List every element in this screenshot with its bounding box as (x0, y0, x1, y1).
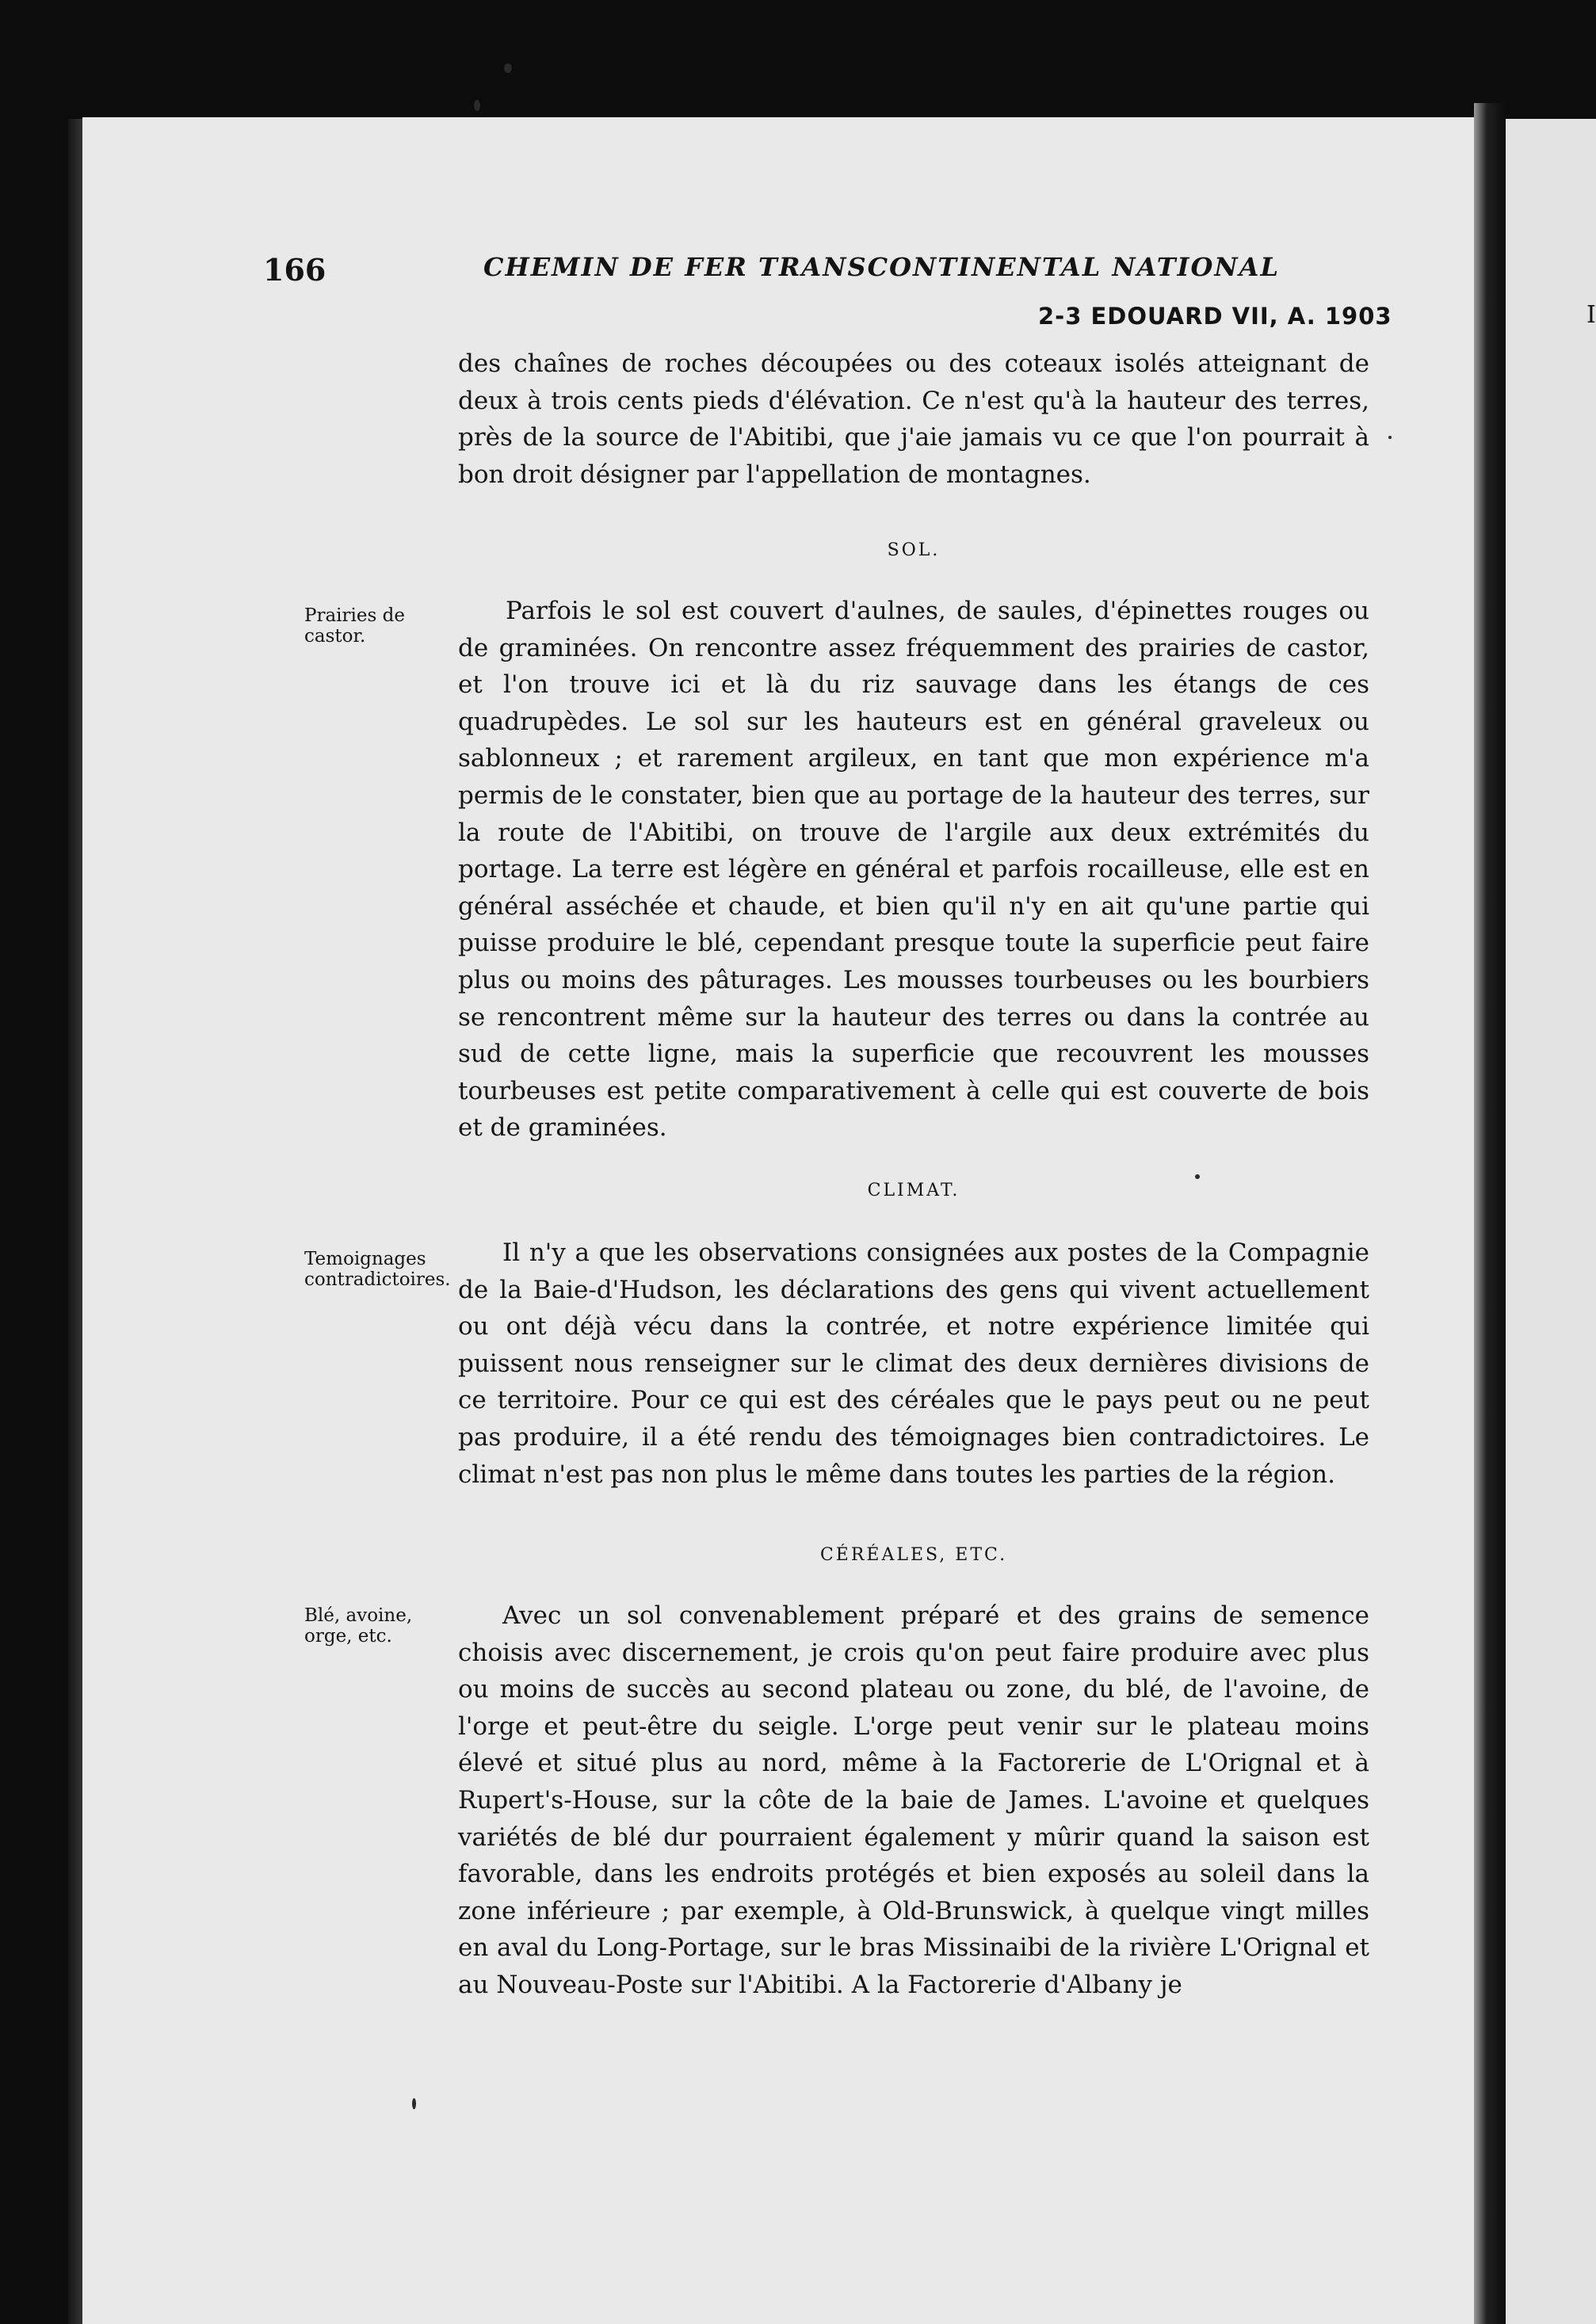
book-gutter (1474, 103, 1506, 2324)
next-page-edge (1506, 119, 1596, 2324)
paragraph-cereales: Avec un sol convenablement préparé et des grains de semence choisis avec discernement, je crois qu'on peut faire produire avec plus ou moins de succès au second plateau ou zone, du blé, de l'avoine, de l'orge et peut-être du seigle. L'orge peut venir sur le plateau moins élevé et situé plus au nord, même à la Factorerie de L'Orignal et à Rupert's-House, sur la côte de la baie de James. L'avoine et quelques variétés de blé dur pourraient également y mûrir quand la saison est favorable, dans les endroits protégés et bien exposés au soleil dans la zone inférieure ; par exemple, à Old-Brunswick, à quelque vingt milles en aval du Long-Portage, sur le bras Missinaibi de la rivière L'Orignal et au Nouveau-Poste sur l'Abitibi. A la Factorerie d'Albany je (458, 1601, 1369, 1999)
section-heading-cereales: CÉRÉALES, ETC. (819, 1545, 1008, 1565)
running-title: CHEMIN DE FER TRANSCONTINENTAL NATIONAL (483, 252, 1280, 282)
paragraph-sol: Parfois le sol est couvert d'aulnes, de saules, d'épinettes rouges ou de graminées. On rencontre assez fréquemment des prairies de castor, et l'on trouve ici et là du riz sauvage dans les étangs de ces quadrupèdes. Le sol sur les hauteurs est en général graveleux ou sablonneux ; et rarement argileux, en tant que mon expérience m'a permis de le constater, bien que au portage de la hauteur des terres, sur la route de l'Abitibi, on trouve de l'argile aux deux extrémités du portage. La terre est légère en général et parfois rocailleuse, elle est en général asséchée et chaude, et bien qu'il n'y en ait qu'une partie qui puisse produire le blé, cependant presque toute la superficie peut faire plus ou moins des pâturages. Les mousses tourbeuses ou les bourbiers se rencontrent même sur la hauteur des terres ou dans la contrée au sud de cette ligne, mais la superficie que recouvrent les mousses tourbeuses est petite comparativement à celle qui est couverte de bois et de graminées. (458, 597, 1369, 1143)
scan-speck (412, 2098, 416, 2109)
paragraph-climat: Il n'y a que les observations consignées aux postes de la Compagnie de la Baie-d'Hudson, les déclarations des gens qui vivent actuellement ou ont déjà vécu dans la contrée, et notre expérience limitée qui puissent nous renseigner sur le climat des deux dernières divisions de ce territoire. Pour ce qui est des céréales que le pays peut ou ne peut pas produire, il a été rendu des témoignages bien contradictoires. Le climat n'est pas non plus le même dans toutes les parties de la région. (458, 1238, 1369, 1489)
section-heading-sol: SOL. (887, 540, 941, 560)
scan-speck (504, 63, 512, 73)
section-heading-climat: CLIMAT. (867, 1181, 960, 1200)
next-page-fragment: I (1586, 301, 1596, 329)
margin-note-temoignages: Temoignages contradictoires. (304, 1249, 451, 1290)
lead-paragraph: des chaînes de roches découpées ou des coteaux isolés atteignant de deux à trois cents pieds d'élévation. Ce n'est qu'à la hauteur des terres, près de la source de l'Abitibi, que j'aie jamais vu ce que l'on pourrait à bon droit désigner par l'appellation de montagnes. (458, 349, 1369, 489)
page-number: 166 (263, 252, 326, 288)
margin-note-prairies: Prairies de castor. (304, 605, 405, 647)
scan-speck (1195, 1174, 1200, 1179)
session-line: 2-3 EDOUARD VII, A. 1903 (1038, 303, 1392, 330)
margin-note-ble: Blé, avoine, orge, etc. (304, 1605, 413, 1647)
scan-speck (474, 100, 480, 111)
scan-speck (1388, 436, 1392, 439)
